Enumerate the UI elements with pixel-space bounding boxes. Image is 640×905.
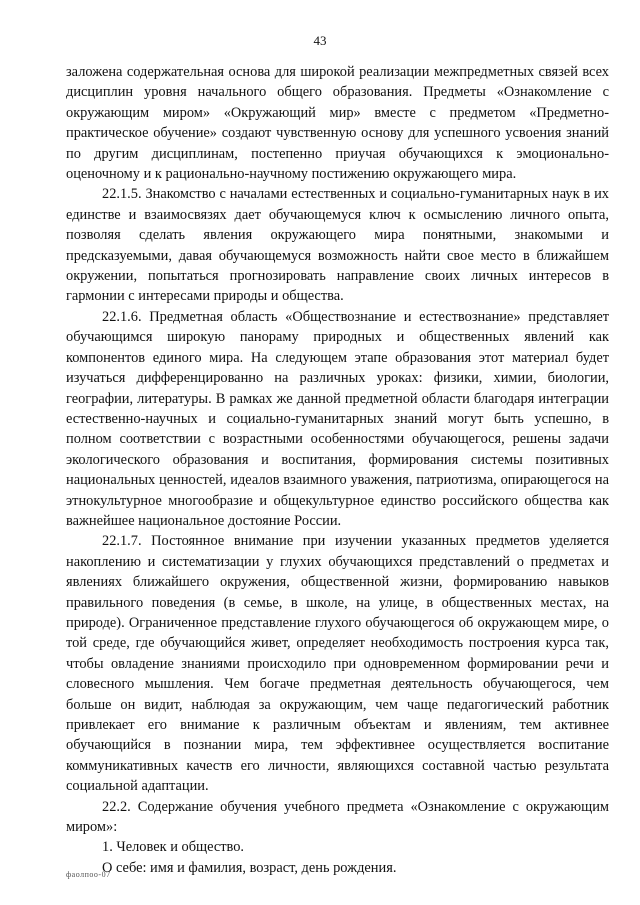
document-body: [66, 62, 609, 878]
paragraph-22-1-5: 22.1.5. Знакомство с началами естественных и социально-гуманитарных наук в их единстве и взаимосвязях дает обучающемуся ключ к осмыслению личного опыта, позволяя сделать явления окружающего мира понятными, знакомыми и предсказуемыми, давая обучающемуся возможность найти свое место в ближайшем окружении, попытаться прогнозировать направление своих личных интересов в гармонии с интересами природы и общества.: [66, 186, 609, 305]
paragraph-22-1-6: 22.1.6. Предметная область «Обществознание и естествознание» представляет обучающимся широкую панораму природных и общественных явлений как компонентов единого мира. На следующем этапе образования этот материал будет изучаться дифференцированно на различных уроках: физики, химии, биологии, географии, литературы. В рамках же данной предметной области благодаря интеграции естественно-научных и социально-гуманитарных знаний могут быть успешно, в полном соответствии с возрастными особенностями обучающегося, решены задачи экологического образования и воспитания, формирования системы позитивных национальных ценностей, идеалов взаимного уважения, патриотизма, опирающегося на этнокультурное многообразие и общекультурное единство российского общества как важнейшее национальное достояние России.: [66, 308, 609, 529]
paragraph-22-2: 22.2. Содержание обучения учебного предмета «Ознакомление с окружающим миром»:: [66, 798, 609, 836]
footer-code: фаолпоо-07: [66, 870, 111, 879]
list-item-1: 1. Человек и общество.: [102, 839, 245, 856]
page-number: 43: [313, 33, 327, 48]
list-item-about-self: О себе: имя и фамилия, возраст, день рождения.: [102, 859, 397, 876]
paragraph-continuation: заложена содержательная основа для широкой реализации межпредметных связей всех дисциплин уровня начального общего образования. Предметы «Ознакомление с окружающим миром» «Окружающий мир» вместе с предметом «Предметно-практическое обучение» создают чувственную основу для успешного усвоения знаний по другим дисциплинам, постепенно приучая обучающихся к эмоционально-оценочному и к рационально-научному постижению окружающего мира.: [66, 64, 609, 183]
paragraph-22-1-7: 22.1.7. Постоянное внимание при изучении указанных предметов уделяется накоплению и систематизации у глухих обучающихся представлений о предметах и явлениях ближайшего окружения, общественной жизни, формированию навыков правильного поведения (в семье, в школе, на улице, в общественных местах, на природе). Ограниченное представление глухого обучающегося об окружающем мире, о той среде, где обучающийся живет, определяет необходимость построения курса так, чтобы овладение знаниями происходило при одновременном формировании речи и словесного мышления. Чем богаче предметная деятельность обучающегося, чем больше он видит, наблюдая за окружающим, чем чаще педагогический работник привлекает его внимание к различным объектам и явлениям, тем активнее обучающийся в познании мира, тем эффективнее осуществляется воспитание коммуникативных качеств его личности, являющихся составной частью результата социальной адаптации.: [66, 533, 609, 795]
